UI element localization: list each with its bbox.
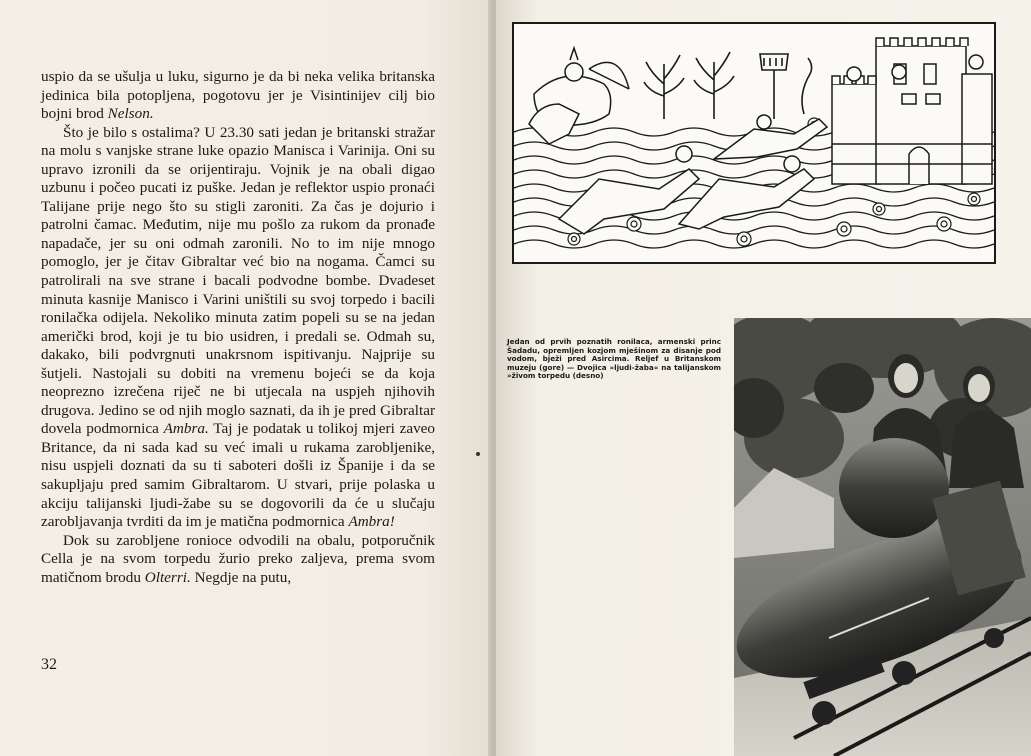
- left-page: [0, 0, 492, 756]
- italic-run: Nelson.: [107, 105, 154, 123]
- italic-run: Ambra!: [348, 513, 395, 531]
- text-run: Dok su zarobljene ronioce odvodili na obalu, potporučnik Cella je na svom torpedu žurio preko zaljeva, prema svom matičnom brodu: [41, 531, 435, 586]
- figure-caption: Jedan od prvih poznatih ronilaca, armenski princ Šadadu, opremljen kozjom mješinom za disanje pod vodom, bježi pred Asircima. Reljef u Britanskom muzeju (gore) — Dvojica »ljudi-žaba« na talijanskom »živom torpedu (desno): [507, 337, 721, 381]
- torpedo-photograph: [734, 318, 1031, 756]
- margin-mark: [476, 452, 480, 456]
- body-text: [41, 68, 435, 587]
- text-run: Što je bilo s ostalima? U 23.30 sati jedan je britanski stražar na molu s vanjske strane luke opazio Manisca i Varinija. Oni su upravo izronili da se orijentiraju. Vojnik je na obali digao uzbunu i počeo pucati iz puške. Jedan je reflektor uspio pronaći Talijane prije nego što su stigli zaroniti. Za čas je dojurio i patrolni čamac. Međutim, nije mu pošlo za rukom da pronađe napadače, jer su oni odmah zaronili. No to im nije mnogo pomoglo, jer je čitav Gibraltar već bio na nogama. Čamci su patrolirali na sve strane i bacali podvodne bombe. Dvadeset minuta kasnije Manisco i Varini uništili su svoj torpedo i bacili ronilačka odijela. Nekoliko minuta zatim popeli su se na jedan američki brod, koji je tu bio usidren, i predali se. Odmah su, dakako, bili podvrgnuti unakrsnom ispitivanju. Najprije su šutjeli. Nastojali su dobiti na vremenu bojeći se da koja neoprezno izrečena riječ ne bi utjecala na uspjeh njihovih drugova. Jedino se od njih moglo saznati, da ih je pred Gibraltar dovela podmornica: [41, 123, 435, 438]
- page-number: 32: [41, 656, 57, 673]
- body-paragraph: [41, 124, 435, 532]
- body-paragraph: [41, 68, 435, 124]
- italic-run: Olterri.: [144, 568, 191, 586]
- italic-run: Ambra.: [163, 420, 209, 438]
- text-run: Negdje na putu,: [190, 568, 292, 586]
- text-run: Taj je podatak u tolikoj mjeri zaveo Britance, da ni sada kad su već imali u rukama zarobljenike, nisu uspjeli doznati da su ti saboteri došli iz Španije i da se sakupljaju pred samim Gibraltarom. U stvari, prije polaska u akciju talijanski ljudi-žabe su se dogovorili da će u slučaju zarobljavanja tvrditi da im je matična podmornica: [41, 420, 435, 531]
- assyrian-relief-illustration: [512, 22, 996, 264]
- text-run: uspio da se ušulja u luku, sigurno je da bi neka velika britanska jedinica bila potopljena, pogotovu jer je Visintinijev cilj bio bojni brod: [41, 68, 435, 123]
- body-paragraph: [41, 532, 435, 588]
